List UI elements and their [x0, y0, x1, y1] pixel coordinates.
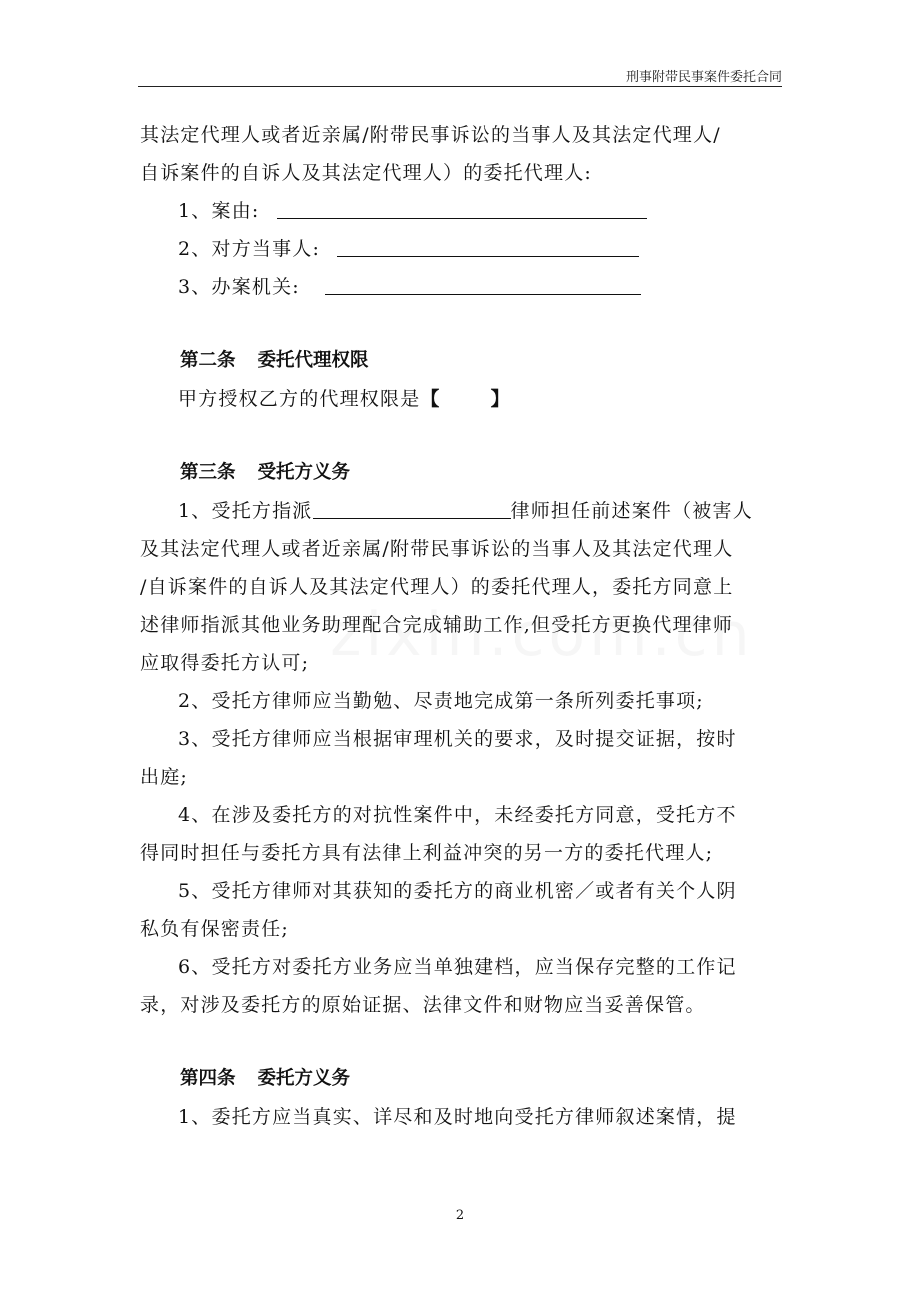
- article-2-text: 甲方授权乙方的代理权限是【 】: [178, 388, 511, 410]
- field-label: 1、案由:: [178, 200, 260, 222]
- article-3-item-4: 4、在涉及委托方的对抗性案件中，未经委托方同意，受托方不: [178, 804, 737, 826]
- article-3-item-6: 6、受托方对委托方业务应当单独建档，应当保存完整的工作记: [178, 956, 737, 978]
- article-3-heading: 第三条 受托方义务: [180, 462, 351, 483]
- paragraph-line: 录，对涉及委托方的原始证据、法律文件和财物应当妥善保管。: [140, 994, 706, 1016]
- header-rule: [138, 86, 782, 87]
- article-4-item-1: 1、委托方应当真实、详尽和及时地向受托方律师叙述案情，提: [178, 1106, 737, 1128]
- paragraph-line: 出庭;: [140, 766, 189, 788]
- field-label: 2、对方当事人:: [178, 238, 321, 260]
- paragraph-line: 述律师指派其他业务助理配合完成辅助工作,但受托方更换代理律师: [140, 614, 734, 636]
- field-opposing-party: [140, 230, 782, 268]
- case-reason-blank[interactable]: [277, 196, 647, 219]
- page-number: 2: [455, 1208, 465, 1223]
- article-3-item-1: 1、受托方指派 律师担任前述案件（被害人: [140, 492, 782, 530]
- paragraph-line: 得同时担任与委托方具有法律上利益冲突的另一方的委托代理人;: [140, 842, 714, 864]
- running-header: 刑事附带民事案件委托合同: [625, 70, 782, 85]
- field-case-reason: [140, 192, 782, 230]
- handling-authority-blank[interactable]: [325, 272, 641, 295]
- article-2-heading: 第二条 委托代理权限: [180, 350, 369, 371]
- article-3-item-3: 3、受托方律师应当根据审理机关的要求，及时提交证据，按时: [178, 728, 737, 750]
- paragraph-line: /自诉案件的自诉人及其法定代理人）的委托代理人，委托方同意上: [140, 576, 734, 598]
- lawyer-name-blank[interactable]: [313, 496, 511, 519]
- opposing-party-blank[interactable]: [337, 234, 639, 257]
- paragraph-line: 应取得委托方认可;: [140, 652, 310, 674]
- field-handling-authority: [140, 268, 782, 306]
- article-3-item-5: 5、受托方律师对其获知的委托方的商业机密／或者有关个人阴: [178, 880, 737, 902]
- document-body: [140, 116, 782, 1136]
- article-3-item-2: 2、受托方律师应当勤勉、尽责地完成第一条所列委托事项;: [178, 690, 704, 712]
- intro-line: 其法定代理人或者近亲属/附带民事诉讼的当事人及其法定代理人/: [140, 124, 721, 146]
- field-label: 3、办案机关:: [178, 276, 300, 298]
- article-4-heading: 第四条 委托方义务: [180, 1068, 351, 1089]
- paragraph-line: 私负有保密责任;: [140, 918, 290, 940]
- paragraph-line: 及其法定代理人或者近亲属/附带民事诉讼的当事人及其法定代理人: [140, 538, 734, 560]
- intro-line: 自诉案件的自诉人及其法定代理人）的委托代理人:: [140, 162, 593, 184]
